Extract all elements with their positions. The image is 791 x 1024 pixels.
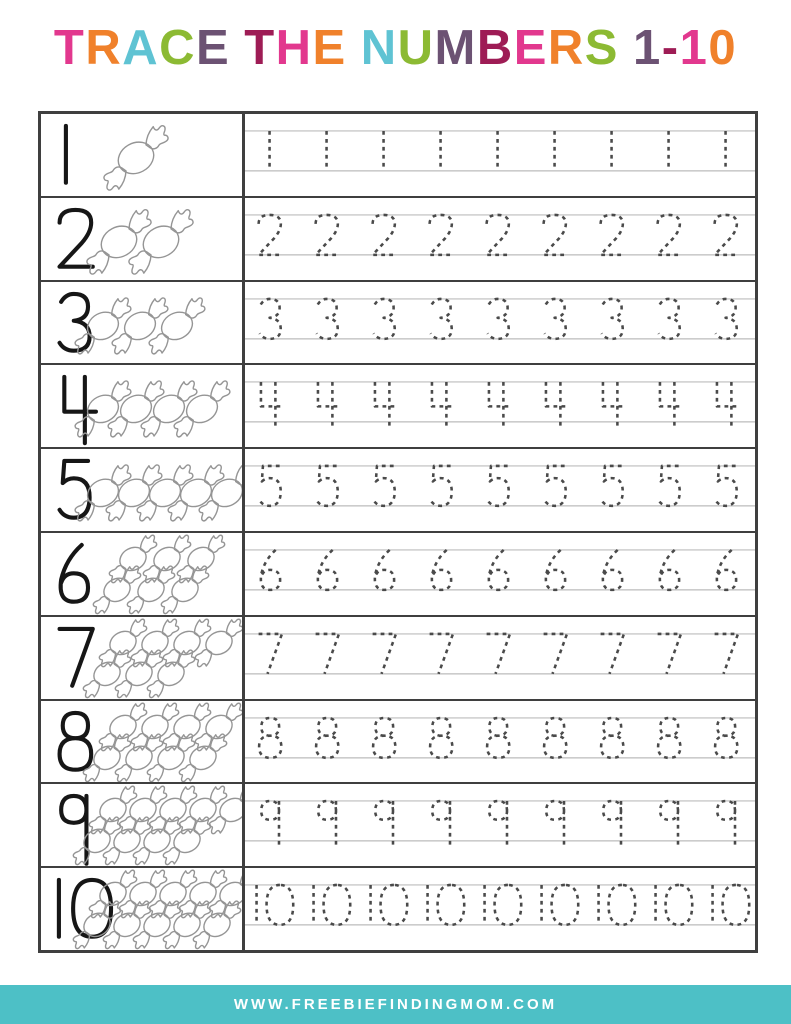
number-row-8 <box>41 699 755 783</box>
traceable-number <box>374 299 395 339</box>
wrapped-candy-icon <box>117 206 206 278</box>
wrapped-candy-icon <box>95 462 172 524</box>
trace-line-graphic <box>245 282 755 364</box>
title-letter: T <box>244 21 276 75</box>
traceable-number <box>658 215 681 255</box>
number-row-4 <box>41 363 755 447</box>
traceable-number <box>373 718 395 758</box>
wrapped-candy-icon <box>200 868 242 920</box>
wrapped-candy-icon <box>92 122 181 194</box>
traceable-number <box>660 550 679 590</box>
traceable-number <box>261 801 279 849</box>
trace-line-graphic <box>245 114 755 196</box>
traceable-number <box>487 634 510 674</box>
traceable-number <box>261 550 280 590</box>
traceable-number <box>316 634 339 674</box>
number-cell-3 <box>41 282 245 364</box>
number-cell-7 <box>41 617 245 699</box>
traceable-number <box>717 801 735 849</box>
traceable-number <box>601 215 624 255</box>
traceable-number <box>375 550 394 590</box>
traceable-number <box>430 215 453 255</box>
trace-cell-9 <box>245 784 755 866</box>
number-row-1 <box>41 114 755 196</box>
trace-line-graphic <box>245 784 755 866</box>
traceable-number <box>656 885 693 925</box>
title-letter: B <box>476 21 514 75</box>
trace-line-graphic <box>245 701 755 783</box>
number-row-3 <box>41 280 755 364</box>
wrapped-candy-icon <box>186 617 242 669</box>
number-and-candies-graphic <box>41 617 242 699</box>
traceable-number <box>659 299 680 339</box>
trace-line-graphic <box>245 617 755 699</box>
traceable-number <box>546 550 565 590</box>
number-cell-10 <box>41 868 245 950</box>
number-cell-4 <box>41 365 245 447</box>
wrapped-candy-icon <box>80 868 146 920</box>
traceable-number <box>259 634 282 674</box>
number-and-candies-graphic <box>41 701 242 783</box>
title-letter: 1 <box>679 21 709 75</box>
traceable-number <box>257 885 294 925</box>
traceable-number <box>603 550 622 590</box>
traceable-number <box>259 718 281 758</box>
traceable-number <box>545 466 566 506</box>
title-letter: H <box>275 21 313 75</box>
title-letter: A <box>122 21 160 75</box>
footer-bar <box>0 985 791 1024</box>
trace-cell-4 <box>245 365 755 447</box>
traceable-number <box>318 550 337 590</box>
traceable-number <box>260 466 281 506</box>
traceable-number <box>658 718 680 758</box>
traceable-number <box>431 299 452 339</box>
traceable-number <box>601 718 623 758</box>
traceable-number <box>317 299 338 339</box>
number-and-candies-graphic <box>41 198 242 280</box>
worksheet-title <box>0 22 791 76</box>
traceable-number <box>544 634 567 674</box>
traceable-number <box>599 885 636 925</box>
traceable-number <box>487 215 510 255</box>
traceable-number <box>545 299 566 339</box>
traceable-number <box>485 885 522 925</box>
number-and-candies-graphic <box>41 365 242 447</box>
wrapped-candy-icon <box>84 563 150 614</box>
traceable-number <box>715 718 737 758</box>
trace-cell-6 <box>245 533 755 615</box>
number-cell-6 <box>41 533 245 615</box>
traceable-number <box>431 466 452 506</box>
wrapped-candy-icon <box>130 378 207 440</box>
traceable-number <box>713 885 750 925</box>
traceable-number <box>375 801 393 849</box>
title-letter: S <box>584 21 619 75</box>
title-space <box>619 22 633 76</box>
traceable-number <box>489 801 507 849</box>
traceable-number <box>430 718 452 758</box>
trace-cell-10 <box>245 868 755 950</box>
title-letter: C <box>159 21 196 75</box>
title-letter: T <box>53 21 86 75</box>
number-row-10 <box>41 866 755 950</box>
trace-cell-7 <box>245 617 755 699</box>
traceable-number <box>432 550 451 590</box>
traceable-number <box>717 550 736 590</box>
traceable-number <box>371 885 408 925</box>
trace-cell-5 <box>245 449 755 531</box>
trace-cell-8 <box>245 701 755 783</box>
wrapped-candy-icon <box>188 462 242 524</box>
number-and-candies-graphic <box>41 114 242 196</box>
traceable-number <box>544 718 566 758</box>
number-cell-8 <box>41 701 245 783</box>
traceable-number <box>658 634 681 674</box>
traceable-number <box>715 215 738 255</box>
traceable-number <box>716 466 737 506</box>
traceable-number <box>602 299 623 339</box>
traceable-number <box>316 718 338 758</box>
traceable-number <box>373 215 396 255</box>
trace-cell-1 <box>245 114 755 196</box>
number-row-9 <box>41 782 755 866</box>
traceable-number <box>603 801 621 849</box>
wrapped-candy-icon <box>80 784 146 836</box>
traceable-number <box>660 801 678 849</box>
wrapped-candy-icon <box>200 784 242 836</box>
wrapped-candy-icon <box>163 378 240 440</box>
traceable-number <box>716 299 737 339</box>
traceable-number <box>428 885 465 925</box>
title-letter: R <box>85 21 123 75</box>
traceable-number <box>542 885 579 925</box>
number-cell-1 <box>41 114 245 196</box>
traceable-number <box>488 466 509 506</box>
title-letter: 1 <box>632 21 662 75</box>
number-and-candies-graphic <box>41 784 242 866</box>
traceable-number <box>316 215 339 255</box>
wrapped-candy-icon <box>101 294 178 356</box>
trace-cell-3 <box>245 282 755 364</box>
wrapped-candy-icon <box>64 378 141 440</box>
wrapped-candy-icon <box>168 533 234 585</box>
traceable-number <box>489 550 508 590</box>
title-letter: U <box>397 21 435 75</box>
title-space <box>347 22 361 76</box>
trace-line-graphic <box>245 198 755 280</box>
number-cell-5 <box>41 449 245 531</box>
traceable-number <box>318 801 336 849</box>
number-and-candies-graphic <box>41 533 242 615</box>
number-row-2 <box>41 196 755 280</box>
traceable-number <box>544 215 567 255</box>
website-url: WWW.FREEBIEFINDINGMOM.COM <box>233 996 558 1013</box>
trace-cell-2 <box>245 198 755 280</box>
number-row-5 <box>41 447 755 531</box>
traceable-number <box>602 466 623 506</box>
wrapped-candy-icon <box>64 462 141 524</box>
number-cell-9 <box>41 784 245 866</box>
traceable-number <box>260 299 281 339</box>
traceable-number <box>314 885 351 925</box>
traceable-number <box>487 718 509 758</box>
title-letter: - <box>661 21 680 75</box>
title-letter: E <box>196 21 231 75</box>
traceable-number <box>601 634 624 674</box>
title-letter: E <box>513 21 548 75</box>
traceable-number <box>488 299 509 339</box>
wrapped-candy-icon <box>138 294 215 356</box>
traceable-number <box>715 634 738 674</box>
title-letter: 0 <box>708 21 738 75</box>
wrapped-candy-icon <box>126 462 203 524</box>
traceable-number <box>659 466 680 506</box>
number-row-7 <box>41 615 755 699</box>
wrapped-candy-icon <box>186 701 242 753</box>
traceable-number <box>259 215 282 255</box>
wrapped-candy-icon <box>134 533 200 585</box>
number-and-candies-graphic <box>41 868 242 950</box>
trace-line-graphic <box>245 365 755 447</box>
wrapped-candy-icon <box>152 563 218 614</box>
number-and-candies-graphic <box>41 282 242 364</box>
wrapped-candy-icon <box>118 563 184 614</box>
traceable-number <box>317 466 338 506</box>
title-letter: R <box>547 21 585 75</box>
wrapped-candy-icon <box>97 378 174 440</box>
title-space <box>230 22 244 76</box>
title-letter: N <box>360 21 398 75</box>
trace-line-graphic <box>245 449 755 531</box>
traceable-number <box>432 801 450 849</box>
trace-line-graphic <box>245 533 755 615</box>
wrapped-candy-icon <box>64 294 141 356</box>
number-row-6 <box>41 531 755 615</box>
trace-line-graphic <box>245 868 755 950</box>
wrapped-candy-icon <box>100 533 166 585</box>
traceable-number <box>546 801 564 849</box>
number-and-candies-graphic <box>41 449 242 531</box>
worksheet-table <box>38 111 758 953</box>
traceable-number <box>373 634 396 674</box>
title-letter: E <box>312 21 347 75</box>
title-letter: M <box>434 21 477 75</box>
traceable-number <box>374 466 395 506</box>
traceable-number <box>430 634 453 674</box>
number-cell-2 <box>41 198 245 280</box>
wrapped-candy-icon <box>157 462 234 524</box>
